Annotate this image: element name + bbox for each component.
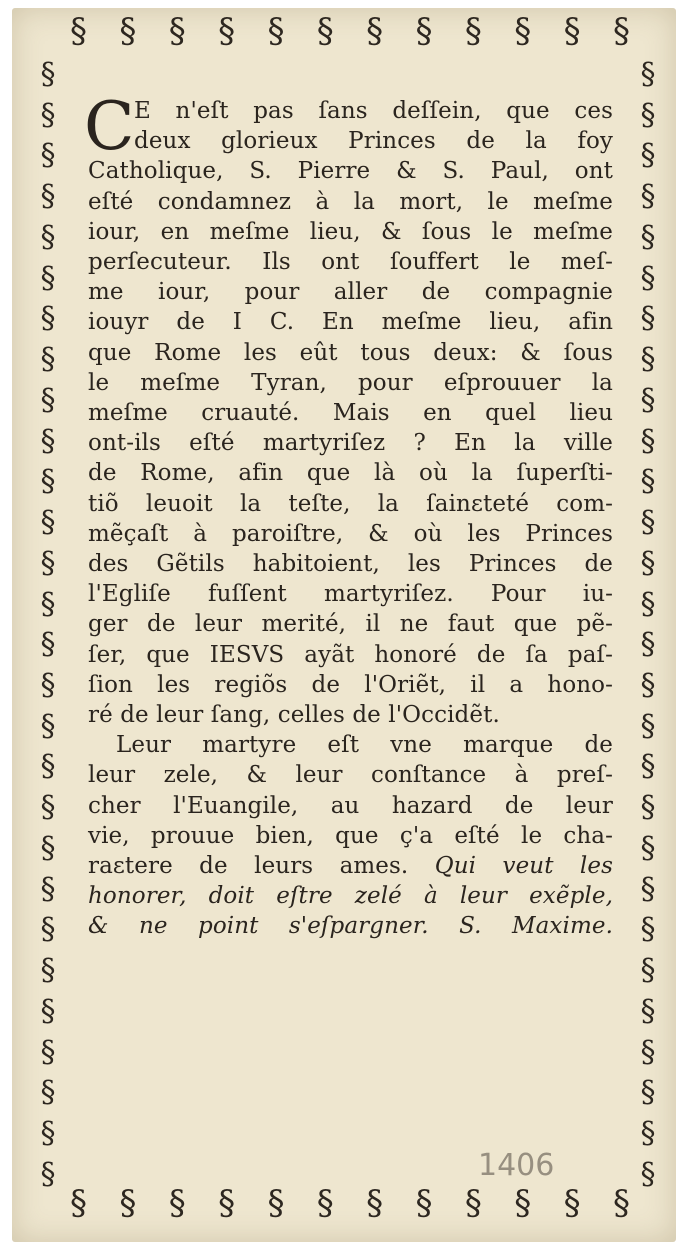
fleuron-icon: § <box>640 912 656 948</box>
fleuron-icon: § <box>640 464 656 500</box>
quote-fragment: & ne point s'eſpargner. <box>88 913 429 940</box>
fleuron-icon: § <box>40 1116 56 1152</box>
fleuron-icon: § <box>40 708 56 744</box>
fleuron-icon: § <box>640 790 656 826</box>
pencil-inventory-number: 1406 <box>478 1148 555 1183</box>
text-line: E n'eſt pas ſans deſſein, que ces <box>134 98 613 124</box>
fleuron-icon: § <box>40 749 56 785</box>
fleuron-icon: § <box>640 260 656 296</box>
fleuron-icon: § <box>40 301 56 337</box>
text-line: vie, prouue bien, que ç'a eſté le cha- <box>88 822 613 849</box>
text-line: Catholique, S. Pierre & S. Paul, ont <box>88 158 613 185</box>
fleuron-icon: § <box>640 219 656 255</box>
fleuron-icon: § <box>640 97 656 133</box>
fleuron-icon: § <box>514 1186 532 1220</box>
fleuron-icon: § <box>218 14 236 48</box>
fleuron-icon: § <box>40 830 56 866</box>
fleuron-icon: § <box>366 1186 384 1220</box>
fleuron-icon: § <box>640 423 656 459</box>
fleuron-icon: § <box>40 382 56 418</box>
text-line-with-quote <box>88 851 613 881</box>
fleuron-icon: § <box>640 586 656 622</box>
fleuron-icon: § <box>40 97 56 133</box>
fleuron-icon: § <box>640 830 656 866</box>
fleuron-icon: § <box>640 708 656 744</box>
fleuron-icon: § <box>640 1116 656 1152</box>
fleuron-icon: § <box>612 14 630 48</box>
text-line: cher l'Euangile, au hazard de leur <box>88 792 613 819</box>
fleuron-icon: § <box>40 912 56 948</box>
fleuron-icon: § <box>464 1186 482 1220</box>
fleuron-icon: § <box>563 1186 581 1220</box>
fleuron-icon: § <box>640 668 656 704</box>
fleuron-icon: § <box>267 14 285 48</box>
fleuron-icon: § <box>640 1034 656 1070</box>
text-line: perſecuteur. Ils ont ſouffert le meſ- <box>88 249 613 276</box>
fleuron-icon: § <box>640 871 656 907</box>
fleuron-icon: § <box>40 871 56 907</box>
fleuron-icon: § <box>168 1186 186 1220</box>
ornamental-border-bottom <box>70 1186 630 1220</box>
quote-line: honorer, doit eſtre zelé à leur exẽple, <box>88 883 613 910</box>
fleuron-icon: § <box>40 1075 56 1111</box>
fleuron-icon: § <box>40 342 56 378</box>
text-line: meſme cruauté. Mais en quel lieu <box>88 400 613 427</box>
fleuron-icon: § <box>40 219 56 255</box>
fleuron-icon: § <box>168 14 186 48</box>
text-line: ſion les regiõs de l'Oriẽt, il a hono- <box>88 671 613 698</box>
fleuron-icon: § <box>464 14 482 48</box>
fleuron-icon: § <box>40 179 56 215</box>
quote-author: S. Maxime. <box>459 913 613 940</box>
fleuron-icon: § <box>640 301 656 337</box>
text-fragment: raɛtere de leurs ames. <box>88 853 409 880</box>
fleuron-icon: § <box>40 993 56 1029</box>
text-line: le meſme Tyran, pour eſprouuer la <box>88 369 613 396</box>
text-line: tiõ leuoit la teſte, la ſainɛteté com- <box>88 490 613 517</box>
fleuron-icon: § <box>612 1186 630 1220</box>
fleuron-icon: § <box>40 586 56 622</box>
fleuron-icon: § <box>563 14 581 48</box>
fleuron-icon: § <box>40 1156 56 1190</box>
page-text <box>84 88 613 942</box>
fleuron-icon: § <box>640 382 656 418</box>
fleuron-icon: § <box>640 1156 656 1190</box>
text-line: ſer, que IESVS ayãt honoré de ſa paſ- <box>88 641 613 668</box>
ornamental-border-right <box>620 60 676 1190</box>
text-line: mẽçaſt à paroiſtre, & où les Princes <box>88 520 613 547</box>
quote-fragment: Qui veut les <box>434 853 613 880</box>
fleuron-icon: § <box>640 953 656 989</box>
fleuron-icon: § <box>640 505 656 541</box>
fleuron-icon: § <box>40 545 56 581</box>
fleuron-icon: § <box>366 14 384 48</box>
text-line: iouyr de I C. En meſme lieu, afin <box>88 309 613 336</box>
fleuron-icon: § <box>40 1034 56 1070</box>
fleuron-icon: § <box>640 993 656 1029</box>
fleuron-icon: § <box>40 60 56 92</box>
text-line: iour, en meſme lieu, & ſous le meſme <box>88 218 613 245</box>
fleuron-icon: § <box>40 505 56 541</box>
quote-line-with-author <box>88 911 613 941</box>
fleuron-icon: § <box>640 342 656 378</box>
text-line: deux glorieux Princes de la foy <box>134 128 613 155</box>
text-line: ont-ils eſté martyriſez ? En la ville <box>88 430 613 457</box>
fleuron-icon: § <box>40 138 56 174</box>
fleuron-icon: § <box>70 14 87 48</box>
fleuron-icon: § <box>640 60 656 92</box>
ornamental-border-left <box>20 60 76 1190</box>
text-line: eſté condamnez à la mort, le meſme <box>88 188 613 215</box>
fleuron-icon: § <box>267 1186 285 1220</box>
text-line: l'Egliſe fuſſent martyriſez. Pour iu- <box>88 581 613 608</box>
fleuron-icon: § <box>640 545 656 581</box>
fleuron-icon: § <box>514 14 532 48</box>
fleuron-icon: § <box>640 749 656 785</box>
fleuron-icon: § <box>415 1186 433 1220</box>
text-line: me iour, pour aller de compagnie <box>88 279 613 306</box>
fleuron-icon: § <box>40 790 56 826</box>
fleuron-icon: § <box>40 627 56 663</box>
fleuron-icon: § <box>316 14 334 48</box>
fleuron-icon: § <box>218 1186 236 1220</box>
text-line: leur zele, & leur conſtance à preſ- <box>88 762 613 789</box>
fleuron-icon: § <box>40 464 56 500</box>
text-line: ger de leur merité, il ne faut que pẽ- <box>88 611 613 638</box>
drop-cap: C <box>84 88 135 165</box>
fleuron-icon: § <box>640 138 656 174</box>
fleuron-icon: § <box>70 1186 87 1220</box>
fleuron-icon: § <box>316 1186 334 1220</box>
fleuron-icon: § <box>640 627 656 663</box>
text-line: Leur martyre eſt vne marque de <box>116 732 613 759</box>
text-line: ré de leur ſang, celles de l'Occidẽt. <box>88 702 500 729</box>
text-line: des Gẽtils habitoient, les Princes de <box>88 551 613 578</box>
fleuron-icon: § <box>40 668 56 704</box>
text-line: de Rome, afin que là où la ſuperſti- <box>88 460 613 487</box>
fleuron-icon: § <box>119 14 137 48</box>
fleuron-icon: § <box>415 14 433 48</box>
fleuron-icon: § <box>40 423 56 459</box>
fleuron-icon: § <box>119 1186 137 1220</box>
fleuron-icon: § <box>40 260 56 296</box>
ornamental-border-top <box>70 14 630 48</box>
fleuron-icon: § <box>40 953 56 989</box>
fleuron-icon: § <box>640 1075 656 1111</box>
fleuron-icon: § <box>640 179 656 215</box>
text-line: que Rome les eût tous deux: & ſous <box>88 339 613 366</box>
